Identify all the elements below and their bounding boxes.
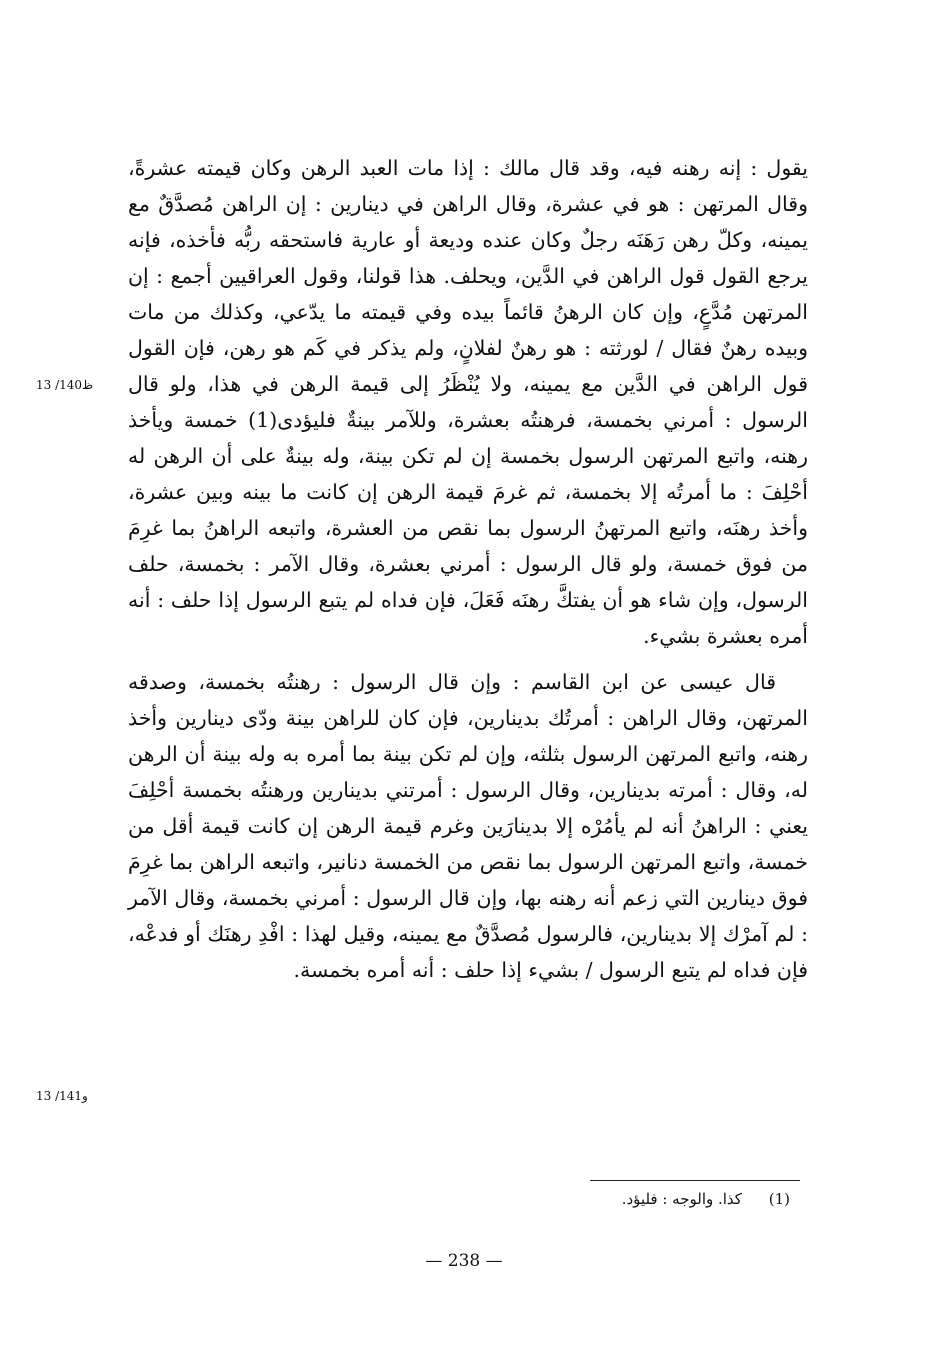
footnote-divider bbox=[590, 1180, 800, 1181]
paragraph-2: قال عيسى عن ابن القاسم : وإن قال الرسول : رهنتُه بخمسة، وصدقه المرتهن، وقال الراهن : أمرتُك بدينارين، فإن كان للراهن بينة ودّى دينارين وأخذ رهنه، واتبع المرتهن الرسول بثلثه، وإن لم تكن بينة بما أمره به وله بينة أن الرهن له، وقال : أمرته بدينارين، وقال الرسول : أمرتني بدينارين ورهنتُه بخمسة أحْلِفَ يعني : الراهنُ أنه لم يأمُرْه إلا بدينارَين وغرم قيمة الرهن إن كانت قيمة أقل من خمسة، واتبع المرتهن الرسول بما نقص من الخمسة دنانير، واتبعه الراهن بما غرِمَ فوق دينارين التي زعم أنه رهنه بها، وإن قال الرسول : أمرني بخمسة، وقال الآمر : لم آمرْك إلا بدينارين، فالرسول مُصدَّقٌ مع يمينه، وقيل لهذا : افْدِ رهنَك أو فدعْه، فإن فداه لم يتبع الرسول / بشيء إذا حلف : أنه أمره بخمسة. bbox=[128, 670, 808, 982]
paragraph-1: يقول : إنه رهنه فيه، وقد قال مالك : إذا مات العبد الرهن وكان قيمته عشرةً، وقال المرتهن : هو في عشرة، وقال الراهن في دينارين : إن الراهن مُصدَّقٌ مع يمينه، وكلّ رهن رَهَنَه رجلٌ وكان عنده وديعة أو عارية فاستحقه ربُّه فأخذه، فإنه يرجع القول قول الراهن في الدَّين، ويحلف. هذا قولنا، وقول العراقيين أجمع : إن المرتهن مُدَّعٍ، وإن كان الرهنُ قائماً بيده وفي قيمته ما يدّعي، وكذلك من مات وبيده رهنٌ فقال / لورثته : هو رهنٌ لفلانٍ، ولم يذكر في كَم هو رهن، فإن القول قول الراهن في الدَّين مع يمينه، ولا يُنْظَرُ إلى قيمة الرهن في هذا، ولو قال الرسول : أمرني بخمسة، فرهنتُه بعشرة، وللآمر بينةٌ فليؤدى(1) خمسة ويأخذ رهنه، واتبع المرتهن الرسول بخمسة إن لم تكن بينة، وله بينةٌ على أن الرهن له أحْلِفَ : ما أمرتُه إلا بخمسة، ثم غرمَ قيمة الرهن إن كانت ما بينه وبين عشرة، وأخذ رهنَه، واتبع المرتهنُ الرسول بما نقص من العشرة، واتبعه الراهنُ بما غرِمَ من فوق خمسة، ولو قال الرسول : أمرني بعشرة، وقال الآمر : بخمسة، حلف الرسول، وإن شاء هو أن يفتكَّ رهنَه فَعَلَ، فإن فداه لم يتبع الرسول إذا حلف : أنه أمره بعشرة بشيء. bbox=[128, 156, 808, 648]
margin-folio-note: 13 /141و bbox=[36, 1089, 88, 1103]
footnote-text: كذا. والوجه : فليؤد. bbox=[621, 1190, 742, 1208]
footnote-number: (1) bbox=[768, 1190, 790, 1208]
footnote bbox=[560, 1188, 790, 1210]
main-text bbox=[128, 150, 808, 988]
margin-folio-note: 13 /140ظ bbox=[36, 378, 94, 392]
page-number: — 238 — bbox=[425, 1251, 503, 1271]
